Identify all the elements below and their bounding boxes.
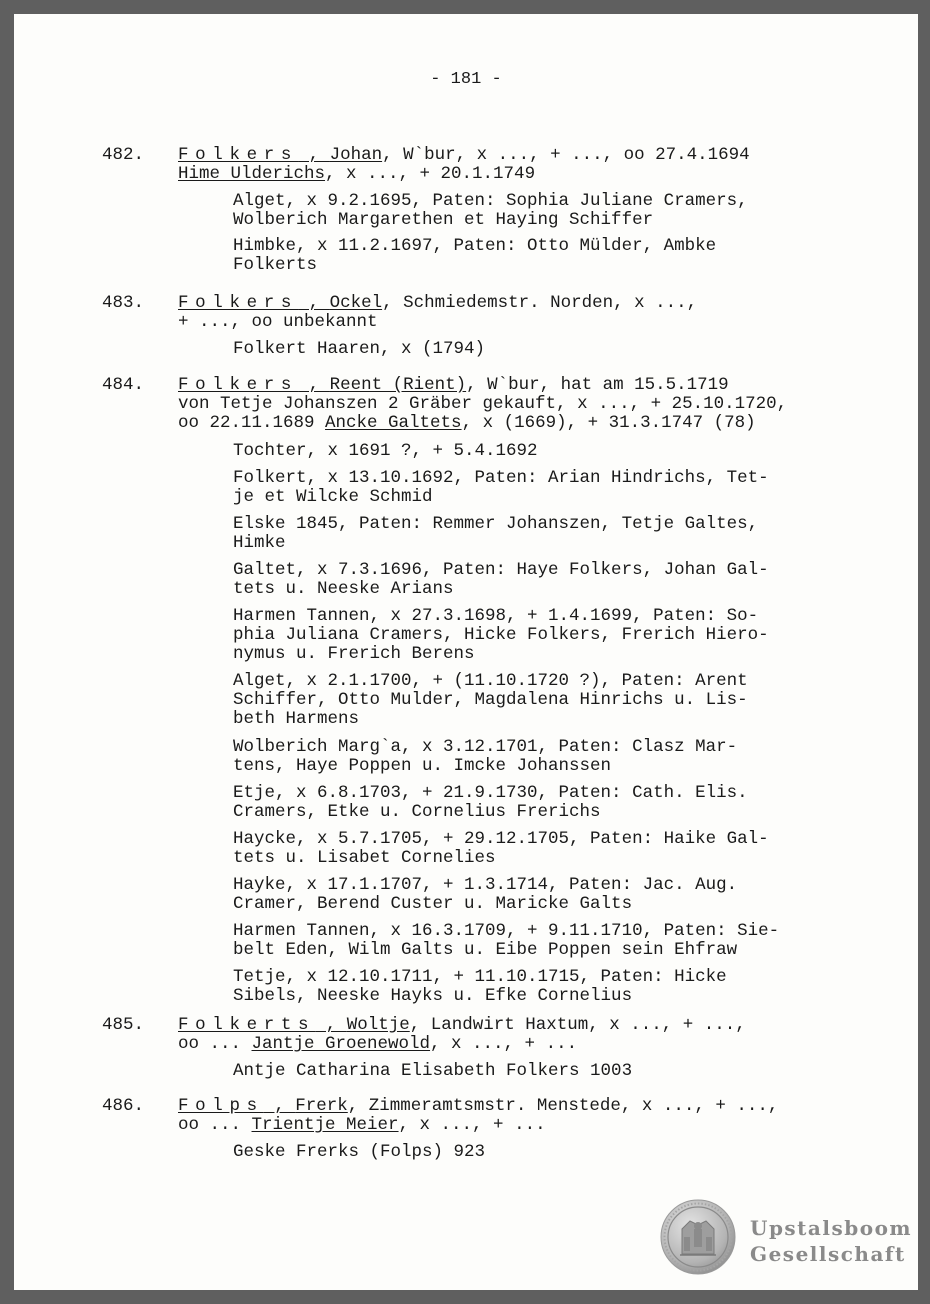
brand-line-2: Gesellschaft	[750, 1242, 906, 1266]
name-separator: ,	[298, 145, 330, 165]
spouse-name: Jantje Groenewold	[251, 1034, 431, 1054]
child-record: Wolberich Marg`a, x 3.12.1701, Paten: Clasz Mar- tens, Haye Poppen u. Imcke Johanssen	[233, 737, 738, 776]
entry-second-line: von Tetje Johanszen 2 Gräber gekauft, x ..., + 25.10.1720,	[178, 394, 788, 414]
entry-number: 484.	[102, 375, 145, 395]
spouse-details: , x ..., + 20.1.1749	[325, 164, 536, 184]
person-name	[178, 1096, 348, 1116]
entry-head-line	[178, 1097, 838, 1116]
surname: Folkers	[178, 293, 299, 313]
given-name: Ockel	[329, 293, 383, 313]
child-record: Alget, x 9.2.1695, Paten: Sophia Juliane Cramers, Wolberich Margarethen et Haying Schiffer	[233, 191, 748, 230]
child-record: Galtet, x 7.3.1696, Paten: Haye Folkers, Johan Gal- tets u. Neeske Arians	[233, 560, 769, 599]
person-name	[178, 145, 382, 165]
entry-head-line	[178, 294, 838, 313]
child-record: Tochter, x 1691 ?, + 5.4.1692	[233, 441, 538, 461]
spouse-name: Ancke Galtets	[325, 413, 462, 433]
name-separator: ,	[298, 293, 330, 313]
entry-details: , Landwirt Haxtum, x ..., + ...,	[409, 1015, 746, 1035]
child-record: Hayke, x 17.1.1707, + 1.3.1714, Paten: Jac. Aug. Cramer, Berend Custer u. Maricke Galts	[233, 875, 738, 914]
entry-number: 485.	[102, 1015, 145, 1035]
page-number: - 181 -	[430, 70, 502, 89]
name-separator: ,	[298, 375, 330, 395]
child-record: Alget, x 2.1.1700, + (11.10.1720 ?), Paten: Arent Schiffer, Otto Mulder, Magdalena Hinrichs u. Lis- beth Harmens	[233, 671, 748, 729]
entry-number: 482.	[102, 145, 145, 165]
surname: Folps	[178, 1096, 264, 1116]
entry-spouse-line: oo 22.11.1689 Ancke Galtets, x (1669), + 31.3.1747 (78)	[178, 413, 756, 433]
entry-second-line: + ..., oo unbekannt	[178, 312, 378, 332]
document-page	[14, 14, 918, 1290]
child-record: Tetje, x 12.10.1711, + 11.10.1715, Paten: Hicke Sibels, Neeske Hayks u. Efke Cornelius	[233, 967, 727, 1006]
child-record: Himbke, x 11.2.1697, Paten: Otto Mülder, Ambke Folkerts	[233, 236, 717, 275]
entry-number: 486.	[102, 1096, 145, 1116]
person-name	[178, 1015, 410, 1035]
spouse-details: , x ..., + ...	[398, 1115, 546, 1135]
entry-head-line	[178, 376, 838, 395]
entry-details: , W`bur, x ..., + ..., oo 27.4.1694	[382, 145, 750, 165]
child-record: Folkert Haaren, x (1794)	[233, 339, 486, 359]
child-record: Elske 1845, Paten: Remmer Johanszen, Tetje Galtes, Himke	[233, 514, 759, 553]
entry-head-line	[178, 1016, 838, 1035]
entry-details: , Schmiedemstr. Norden, x ...,	[382, 293, 698, 313]
child-record: Harmen Tannen, x 27.3.1698, + 1.4.1699, Paten: So- phia Juliana Cramers, Hicke Folkers, Frerich Hiero- nymus u. Frerich Berens	[233, 606, 769, 664]
surname: Folkerts	[178, 1015, 316, 1035]
child-record: Haycke, x 5.7.1705, + 29.12.1705, Paten: Haike Gal- tets u. Lisabet Cornelies	[233, 829, 769, 868]
given-name: Frerk	[295, 1096, 348, 1116]
surname: Folkers	[178, 375, 299, 395]
child-record: Harmen Tannen, x 16.3.1709, + 9.11.1710, Paten: Sie- belt Eden, Wilm Galts u. Eibe Poppen sein Ehfraw	[233, 921, 780, 960]
entry-details: , Zimmeramtsmstr. Menstede, x ..., + ...,	[347, 1096, 779, 1116]
entry-details: , W`bur, hat am 15.5.1719	[466, 375, 729, 395]
child-record: Antje Catharina Elisabeth Folkers 1003	[233, 1061, 633, 1081]
name-separator: ,	[263, 1096, 296, 1116]
entry-spouse-line: oo ... Jantje Groenewold, x ..., + ...	[178, 1034, 578, 1054]
child-record: Geske Frerks (Folps) 923	[233, 1142, 486, 1162]
spouse-name: Hime Ulderichs	[178, 164, 326, 184]
given-name: Woltje	[346, 1015, 410, 1035]
entry-spouse-line	[178, 165, 838, 184]
spouse-name: Trientje Meier	[251, 1115, 399, 1135]
surname: Folkers	[178, 145, 299, 165]
name-separator: ,	[315, 1015, 347, 1035]
spouse-details: , x (1669), + 31.3.1747 (78)	[461, 413, 756, 433]
child-record: Etje, x 6.8.1703, + 21.9.1730, Paten: Cath. Elis. Cramers, Etke u. Cornelius Frerichs	[233, 783, 748, 822]
spouse-details: , x ..., + ...	[430, 1034, 578, 1054]
brand-line-1: Upstalsboom	[750, 1216, 913, 1240]
person-name	[178, 293, 382, 313]
seal-icon	[660, 1199, 736, 1275]
person-name	[178, 375, 466, 395]
given-name: Reent (Rient)	[329, 375, 467, 395]
entry-head-line	[178, 146, 838, 165]
entry-number: 483.	[102, 293, 145, 313]
child-record: Folkert, x 13.10.1692, Paten: Arian Hindrichs, Tet- je et Wilcke Schmid	[233, 468, 769, 507]
entry-spouse-line: oo ... Trientje Meier, x ..., + ...	[178, 1115, 546, 1135]
given-name: Johan	[329, 145, 383, 165]
society-brand	[750, 1215, 912, 1267]
